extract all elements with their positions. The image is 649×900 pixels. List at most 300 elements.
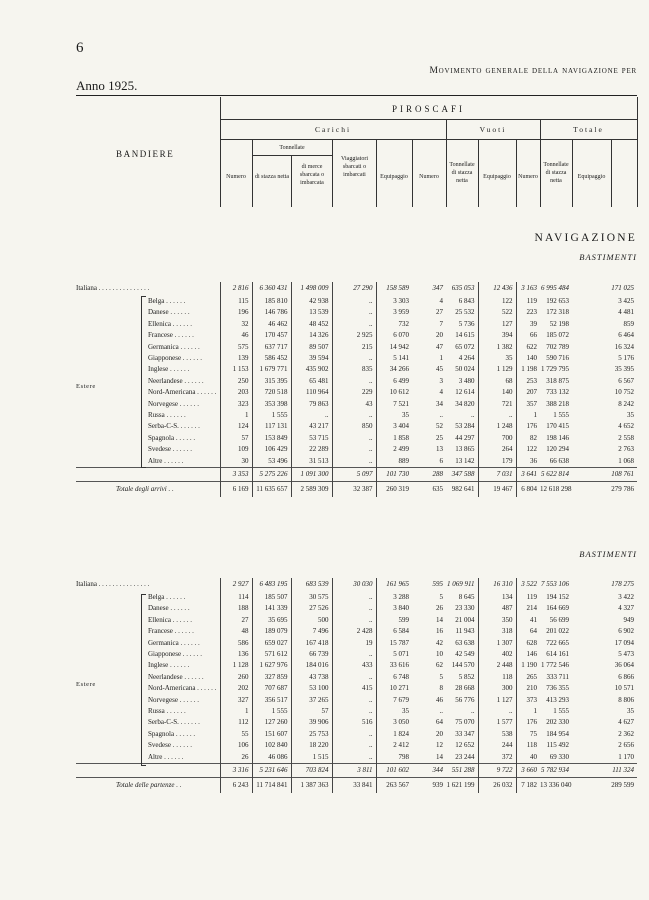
value-cell: 798 [376, 752, 412, 764]
value-cell: 720 518 [252, 387, 291, 398]
value-cell: 1 555 [553, 707, 569, 716]
row-label-text: Neerlandese [148, 376, 183, 385]
value-cell: 5 473 [618, 650, 634, 659]
value-cell: 516 [332, 717, 376, 728]
leader-dots: . . . . . . [170, 445, 192, 454]
leader-dots: . . . . . . [170, 741, 192, 750]
value-cell: 14 [436, 615, 443, 624]
value-cell: 122 [478, 296, 516, 307]
row-label-estera [76, 683, 220, 694]
totale-heading: Totale [573, 125, 604, 134]
value-cell: 333 711 [546, 672, 569, 681]
table-row [76, 421, 637, 432]
value-cell: 25 [436, 433, 443, 442]
tonnellate-heading: Tonnellate [279, 145, 305, 151]
row-label-text: Italiana [76, 284, 97, 293]
value-cell: 35 395 [614, 365, 634, 374]
row-label-text: Norvegese [148, 399, 178, 408]
leader-dots: . . [174, 780, 182, 789]
col-numero: Numero [226, 174, 246, 180]
value-cell: 26 032 [478, 778, 516, 794]
value-cell: 41 [516, 615, 540, 626]
value-cell: 119 [516, 296, 540, 307]
table-row [76, 740, 637, 751]
value-cell: 43 [332, 399, 376, 410]
row-label-text: Svedese [148, 741, 171, 750]
value-cell: 318 875 [546, 376, 569, 385]
value-cell: 1 153 [220, 364, 252, 375]
page-number: 6 [76, 40, 84, 56]
value-cell: 223 [516, 307, 540, 318]
leader-dots: . . . . . . [164, 707, 186, 716]
table-row [76, 603, 637, 614]
value-cell: .. [332, 444, 376, 455]
value-cell: 46 [220, 330, 252, 341]
value-cell: 1 627 976 [252, 660, 291, 671]
value-cell: 43 738 [291, 672, 332, 683]
value-cell: 23 330 [455, 604, 475, 613]
value-cell: 736 355 [546, 684, 569, 693]
value-cell: 2 499 [376, 444, 412, 455]
value-cell: 65 481 [291, 376, 332, 387]
value-cell: 500 [291, 615, 332, 626]
row-label-text: Belga [148, 593, 165, 601]
value-cell: 5 231 646 [252, 764, 291, 778]
value-cell: 3 163 [516, 282, 540, 296]
value-cell: 622 [516, 342, 540, 353]
col-numero-vuoti: Numero [419, 174, 439, 180]
value-cell: 1 382 [478, 342, 516, 353]
row-label-text: Spagnola [148, 433, 175, 442]
row-label-text: Russa [148, 411, 165, 420]
value-cell: 388 218 [546, 399, 569, 408]
value-cell: 42 938 [291, 296, 332, 307]
value-cell: .. [332, 433, 376, 444]
value-cell: 7 679 [376, 695, 412, 706]
value-cell: 176 [516, 421, 540, 432]
row-label-text: Francese [148, 627, 173, 636]
value-cell: 722 665 [546, 638, 569, 647]
table-row [76, 649, 637, 660]
value-cell: 117 131 [252, 421, 291, 432]
value-cell: 27 526 [291, 603, 332, 614]
value-cell: 1 555 [252, 706, 291, 717]
value-cell: 5 [439, 672, 443, 681]
value-cell: 170 415 [546, 422, 569, 431]
value-cell: 64 [516, 626, 540, 637]
value-cell: .. [332, 592, 376, 603]
value-cell: 115 [220, 296, 252, 307]
subtotal-row [76, 468, 637, 482]
value-cell: 2 763 [618, 445, 634, 454]
value-cell: 6 584 [376, 626, 412, 637]
value-cell: 2 589 309 [291, 482, 332, 498]
value-cell: 733 132 [546, 388, 569, 397]
value-cell: 13 142 [455, 456, 475, 465]
value-cell: 10 752 [614, 388, 634, 397]
value-cell: .. [332, 615, 376, 626]
total-label [76, 778, 220, 794]
row-label-text: Francese [148, 331, 173, 340]
leader-dots: . . . . . . [164, 297, 186, 305]
leader-dots: . . . . . . [178, 342, 200, 351]
row-label-text: Russa [148, 707, 165, 716]
value-cell: 1 170 [618, 752, 634, 761]
value-cell: 635 [412, 482, 446, 498]
value-cell: 75 070 [455, 718, 475, 727]
value-cell: .. [332, 353, 376, 364]
value-cell: 48 [220, 626, 252, 637]
leader-dots: . . . . . . [177, 399, 199, 408]
value-cell: 1 858 [376, 433, 412, 444]
value-cell: 188 [220, 603, 252, 614]
subtotal-label [76, 468, 220, 482]
row-label-text: Altre [148, 752, 163, 761]
row-label-estera [76, 364, 220, 375]
row-label-estera [76, 444, 220, 455]
row-label-text: Serba-C-S. [148, 422, 179, 431]
value-cell: 66 739 [291, 649, 332, 660]
value-cell: 31 513 [291, 456, 332, 468]
leader-dots: . . . . . . [178, 638, 200, 647]
leader-dots: . . . . . . [162, 456, 184, 465]
value-cell: 39 [516, 319, 540, 330]
value-cell: 144 570 [451, 661, 475, 670]
table-row [76, 456, 637, 468]
col-equipaggio-vuoti: Equipaggio [483, 174, 511, 180]
value-cell: 13 [436, 445, 443, 454]
value-cell: 53 715 [291, 433, 332, 444]
value-cell: 146 786 [252, 307, 291, 318]
value-cell: 184 016 [291, 660, 332, 671]
table-row [76, 364, 637, 375]
table-header [76, 97, 637, 207]
value-cell: 3 811 [332, 764, 376, 778]
value-cell: 551 288 [446, 764, 478, 778]
row-label-estera [76, 592, 220, 603]
row-label-estera [76, 695, 220, 706]
value-cell: 6 804 [516, 482, 540, 498]
value-cell: 21 004 [455, 615, 475, 624]
value-cell: 56 776 [455, 695, 475, 704]
value-cell: 47 [436, 342, 443, 351]
value-cell: 732 [376, 319, 412, 330]
value-cell: .. [291, 410, 332, 421]
value-cell: 1 824 [376, 729, 412, 740]
value-cell: 288 [412, 468, 446, 482]
table-row [76, 376, 637, 387]
leader-dots: . . . . . . . . . . . . . . . [97, 580, 150, 589]
value-cell: 2 816 [220, 282, 252, 296]
value-cell: 189 079 [252, 626, 291, 637]
value-cell: 4 [439, 297, 443, 305]
estere-label-partenze: Estere [76, 681, 96, 688]
value-cell: 590 716 [546, 354, 569, 363]
value-cell: 111 324 [572, 764, 637, 778]
row-label-text: Giapponese [148, 650, 182, 659]
value-cell: 27 [220, 615, 252, 626]
value-cell: 11 714 841 [252, 778, 291, 794]
value-cell: 1 515 [291, 752, 332, 764]
value-cell: 1 [439, 354, 443, 363]
col-tonnellate-totale: Tonnellate di stazza netta [543, 162, 569, 185]
value-cell: 40 [516, 752, 540, 764]
row-label-estera [76, 296, 220, 307]
row-label-text: Nord-Americana [148, 684, 196, 693]
row-label-estera [76, 740, 220, 751]
leader-dots: . . . . . . [174, 729, 196, 738]
value-cell: 5 141 [376, 353, 412, 364]
section-title-navigazione: NAVIGAZIONE [534, 232, 637, 244]
value-cell: 108 761 [572, 468, 637, 482]
row-label-italiana [76, 578, 220, 592]
value-cell: 118 [516, 740, 540, 751]
value-cell: 3 303 [376, 296, 412, 307]
value-cell: 37 265 [291, 695, 332, 706]
value-cell: 353 398 [252, 399, 291, 410]
value-cell: 8 242 [618, 399, 634, 408]
value-cell: 30 [220, 456, 252, 468]
value-cell: 8 645 [458, 593, 475, 601]
value-cell: 140 [478, 387, 516, 398]
value-cell: .. [332, 706, 376, 717]
value-cell: 57 [291, 706, 332, 717]
value-cell: 167 418 [291, 638, 332, 649]
value-cell: 42 [436, 638, 443, 647]
col-merce: di merce sbarcata o imbarcata [299, 164, 325, 187]
value-cell: 3 [439, 376, 443, 385]
vuoti-heading: Vuoti [479, 125, 507, 134]
value-cell: 64 [436, 718, 443, 727]
value-cell: 2 927 [220, 578, 252, 592]
row-label-estera [76, 307, 220, 318]
value-cell: 30 030 [332, 578, 376, 592]
value-cell: 2 558 [618, 433, 634, 442]
value-cell: 2 428 [332, 626, 376, 637]
value-cell: 110 964 [291, 387, 332, 398]
value-cell: 1 069 911 [447, 580, 475, 589]
table-row [76, 399, 637, 410]
leader-dots: . . . . . . . . . . . . . . . [97, 284, 150, 293]
row-label-estera [76, 421, 220, 432]
value-cell: 635 053 [451, 284, 475, 293]
value-cell: 373 [516, 695, 540, 706]
value-cell: 538 [478, 729, 516, 740]
total-label-text: Totale degli arrivi [116, 484, 167, 493]
leader-dots: . . [166, 484, 174, 493]
value-cell: 356 517 [252, 695, 291, 706]
value-cell: 16 310 [478, 578, 516, 592]
value-cell: 13 539 [291, 307, 332, 318]
value-cell: 106 [220, 740, 252, 751]
value-cell: 109 [220, 444, 252, 455]
value-cell: 7 553 106 [541, 580, 569, 589]
value-cell: 264 [478, 444, 516, 455]
value-cell: 5 275 226 [252, 468, 291, 482]
value-cell: 17 094 [614, 638, 634, 647]
value-cell: 34 [436, 399, 443, 408]
value-cell: 347 588 [446, 468, 478, 482]
value-cell: 101 730 [376, 468, 412, 482]
value-cell: 7 182 [516, 778, 540, 794]
value-cell: 12 652 [455, 741, 475, 750]
value-cell: 327 859 [252, 672, 291, 683]
col-stazza-netta: di stazza netta [255, 174, 289, 180]
value-cell: 178 275 [611, 580, 634, 589]
row-label-estera [76, 672, 220, 683]
value-cell: 300 [478, 683, 516, 694]
value-cell: 170 457 [252, 330, 291, 341]
value-cell: 33 841 [332, 778, 376, 794]
value-cell: 3 840 [376, 603, 412, 614]
total-label-text: Totale delle partenze [116, 780, 175, 789]
row-label-text: Germanica [148, 638, 179, 647]
value-cell: 185 810 [252, 296, 291, 307]
table-row [76, 752, 637, 764]
value-cell: 1 190 [516, 660, 540, 671]
value-cell: 198 146 [546, 433, 569, 442]
value-cell: 250 [220, 376, 252, 387]
subtotal-row [76, 764, 637, 778]
value-cell: 106 429 [252, 444, 291, 455]
row-label-text: Danese [148, 604, 169, 613]
row-label-estera [76, 399, 220, 410]
table-row [76, 615, 637, 626]
value-cell: 35 [376, 706, 412, 717]
value-cell: 20 [436, 729, 443, 738]
value-cell: 44 297 [455, 433, 475, 442]
leader-dots: . . . . . . [162, 752, 184, 761]
value-cell: 595 [432, 580, 443, 589]
value-cell: .. [332, 376, 376, 387]
value-cell: .. [478, 706, 516, 717]
value-cell: 982 641 [446, 482, 478, 498]
value-cell: 1 129 [478, 364, 516, 375]
value-cell: 253 [516, 376, 540, 387]
value-cell: 32 [220, 319, 252, 330]
value-cell: 75 [516, 729, 540, 740]
value-cell: 1 679 771 [252, 364, 291, 375]
top-rule [76, 95, 637, 96]
carichi-heading: Carichi [314, 125, 352, 134]
value-cell: 1 387 363 [291, 778, 332, 794]
row-label-estera [76, 433, 220, 444]
value-cell: 10 571 [614, 684, 634, 693]
value-cell: 2 412 [376, 740, 412, 751]
value-cell: 68 [478, 376, 516, 387]
value-cell: 6 748 [376, 672, 412, 683]
value-cell: .. [332, 410, 376, 421]
value-cell: .. [439, 411, 443, 420]
value-cell: 27 290 [332, 282, 376, 296]
value-cell: 6 464 [618, 331, 634, 340]
value-cell: .. [471, 707, 475, 716]
table-row [76, 638, 637, 649]
value-cell: .. [332, 729, 376, 740]
value-cell: 4 264 [458, 354, 475, 363]
value-cell: .. [332, 603, 376, 614]
value-cell: 357 [516, 399, 540, 410]
value-cell: 6 567 [618, 376, 634, 385]
value-cell: 347 [432, 284, 443, 293]
value-cell: 435 902 [291, 364, 332, 375]
value-cell: 115 492 [546, 741, 569, 750]
value-cell: 586 [220, 638, 252, 649]
value-cell: 3 050 [376, 717, 412, 728]
value-cell: 4 327 [618, 604, 634, 613]
value-cell: 65 072 [455, 342, 475, 351]
total-row [76, 482, 637, 498]
value-cell: 614 161 [546, 650, 569, 659]
value-cell: .. [439, 707, 443, 716]
value-cell: 122 [516, 444, 540, 455]
value-cell: 850 [332, 421, 376, 432]
value-cell: 43 217 [291, 421, 332, 432]
value-cell: 5 782 934 [540, 764, 572, 778]
table-row [76, 410, 637, 421]
value-cell: 33 616 [376, 660, 412, 671]
value-cell: 628 [516, 638, 540, 649]
value-cell: 2 362 [618, 729, 634, 738]
value-cell: 350 [478, 615, 516, 626]
value-cell: 3 480 [458, 376, 475, 385]
value-cell: 23 244 [455, 752, 475, 761]
estere-label-arrivi: Estere [76, 383, 96, 390]
row-label-text: Ellenica [148, 319, 171, 328]
col-tonnellate-vuoti: Tonnellate di stazza netta [449, 162, 475, 185]
value-cell: 586 452 [252, 353, 291, 364]
value-cell: .. [332, 319, 376, 330]
value-cell: 3 660 [516, 764, 540, 778]
value-cell: 703 824 [291, 764, 332, 778]
leader-dots: . . . . . . [172, 627, 194, 636]
table-row [76, 672, 637, 683]
row-label-text: Germanica [148, 342, 179, 351]
value-cell: 7 [439, 319, 443, 328]
value-cell: 6 360 431 [252, 282, 291, 296]
value-cell: 36 064 [614, 661, 634, 670]
value-cell: 413 293 [546, 695, 569, 704]
value-cell: 14 615 [455, 331, 475, 340]
row-label-text: Ellenica [148, 615, 171, 624]
value-cell: 16 [436, 627, 443, 636]
value-cell: 3 522 [516, 578, 540, 592]
value-cell: 46 462 [252, 319, 291, 330]
table-row [76, 706, 637, 717]
value-cell: 6 995 484 [541, 284, 569, 293]
value-cell: 127 260 [252, 717, 291, 728]
value-cell: .. [332, 695, 376, 706]
value-cell: 5 852 [458, 672, 475, 681]
value-cell: 101 602 [376, 764, 412, 778]
row-label-estera [76, 752, 220, 764]
value-cell: 3 959 [376, 307, 412, 318]
value-cell: 10 612 [376, 387, 412, 398]
value-cell: 52 [436, 422, 443, 431]
col-numero-totale: Numero [518, 174, 538, 180]
value-cell: 12 618 298 [540, 482, 572, 498]
value-cell: .. [332, 456, 376, 468]
leader-dots: . . . . . . [195, 388, 217, 397]
value-cell: 3 425 [618, 297, 634, 305]
value-cell: 1 198 [516, 364, 540, 375]
value-cell: 35 [478, 353, 516, 364]
value-cell: 4 [439, 388, 443, 397]
value-cell: 13 865 [455, 445, 475, 454]
value-cell: 139 [220, 353, 252, 364]
table-row [76, 444, 637, 455]
value-cell: 433 [332, 660, 376, 671]
